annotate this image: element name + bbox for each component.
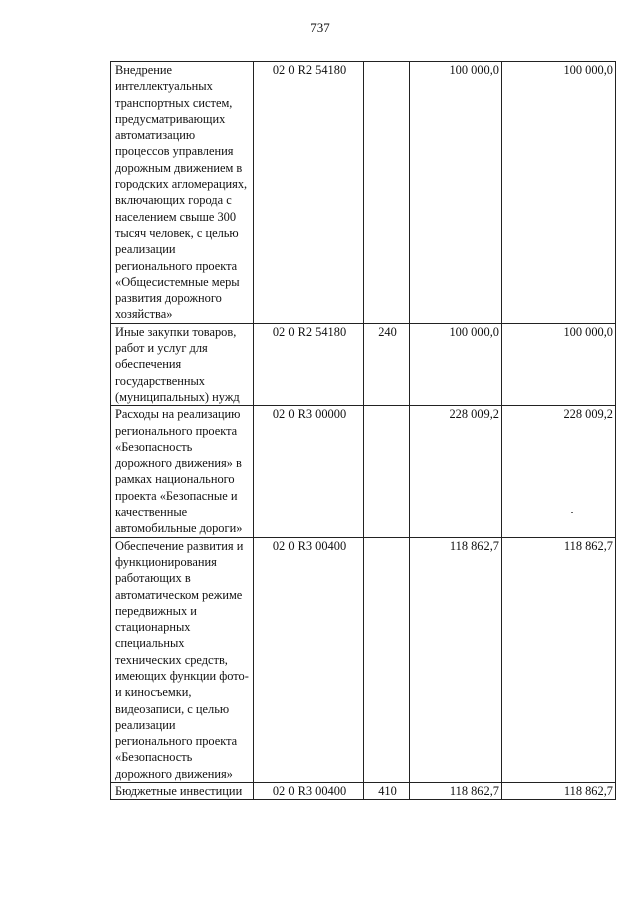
row-sum-cell: 118 862,7 [502, 537, 616, 782]
table-row [111, 537, 616, 782]
row-code-cell: 02 0 R3 00400 [254, 537, 364, 782]
row-code-cell: 02 0 R2 54180 [254, 62, 364, 324]
row-sum-cell: 228 009,2 [502, 406, 616, 537]
row-name-cell: Бюджетные инвестиции [111, 783, 254, 800]
row-sum-cell: 118 862,7 [410, 783, 502, 800]
row-name-cell: Внедрение интеллектуальных транспортных систем, предусматривающих автоматизацию процессов управления дорожным движением в городских агломерациях, включающих города с населением свыше 300 тысяч человек, с целью реализации регионального проекта «Общесистемные меры развития дорожного хозяйства» [111, 62, 254, 324]
table-row [111, 323, 616, 405]
row-code-cell: 02 0 R3 00400 [254, 783, 364, 800]
row-name-cell: Расходы на реализацию регионального проекта «Безопасность дорожного движения» в рамках национального проекта «Безопасные и качественные автомобильные дороги» [111, 406, 254, 537]
row-expense-type-cell [364, 62, 410, 324]
row-expense-type-cell: 240 [364, 323, 410, 405]
row-expense-type-cell: 410 [364, 783, 410, 800]
row-sum-cell: 100 000,0 [410, 62, 502, 324]
page-number: 737 [310, 20, 330, 35]
budget-table [110, 61, 616, 800]
row-name-cell: Обеспечение развития и функционирования работающих в автоматическом режиме передвижных и стационарных специальных технических средств, имеющих функции фото- и киносъемки, видеозаписи, с целью реализации регионального проекта «Безопасность дорожного движения» [111, 537, 254, 782]
row-code-cell: 02 0 R3 00000 [254, 406, 364, 537]
row-sum-cell: 118 862,7 [410, 537, 502, 782]
row-expense-type-cell [364, 537, 410, 782]
row-name-cell: Иные закупки товаров, работ и услуг для обеспечения государственных (муниципальных) нужд [111, 323, 254, 405]
table-row [111, 406, 616, 537]
row-sum-cell: 100 000,0 [502, 62, 616, 324]
row-code-cell: 02 0 R2 54180 [254, 323, 364, 405]
table-row [111, 62, 616, 324]
row-sum-cell: 118 862,7 [502, 783, 616, 800]
scan-speck [571, 512, 573, 513]
row-sum-cell: 228 009,2 [410, 406, 502, 537]
row-sum-cell: 100 000,0 [410, 323, 502, 405]
row-sum-cell: 100 000,0 [502, 323, 616, 405]
row-expense-type-cell [364, 406, 410, 537]
table-row [111, 783, 616, 800]
